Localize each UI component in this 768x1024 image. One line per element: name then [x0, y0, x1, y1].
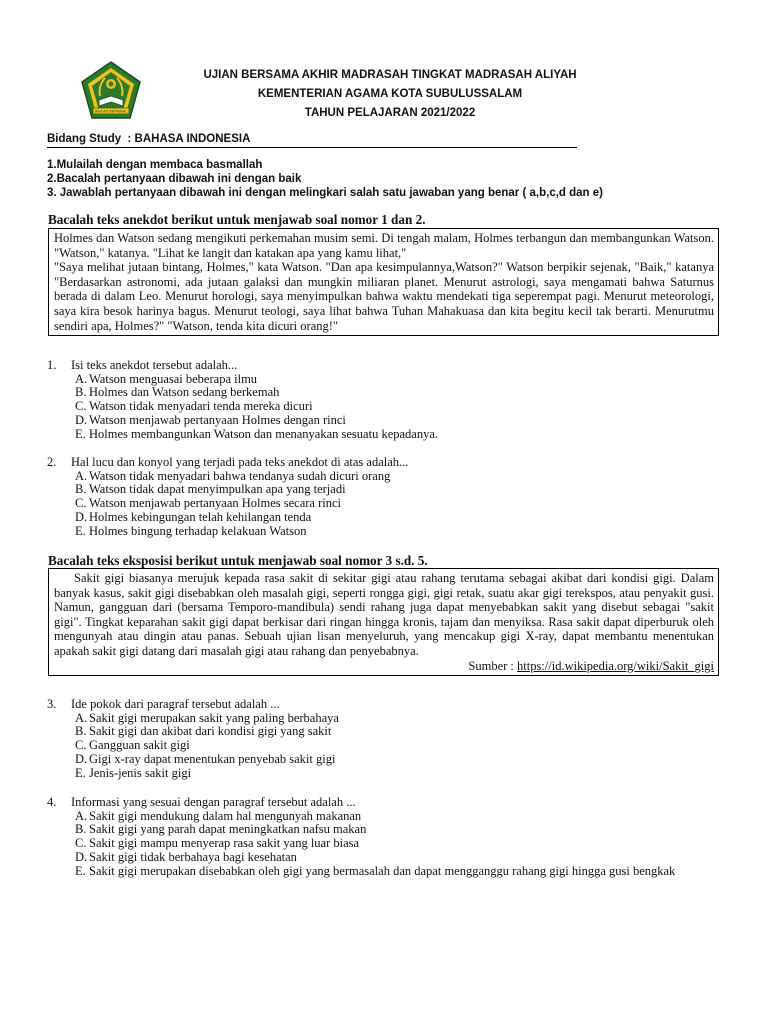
option-e[interactable]: E. Holmes membangunkan Watson dan menanyakan sesuatu kepadanya.: [75, 426, 439, 441]
kementerian-agama-logo: [78, 60, 144, 122]
source-link[interactable]: https://id.wikipedia.org/wiki/Sakit_gigi: [517, 658, 714, 673]
question-2: [47, 456, 727, 538]
instruction-item: 1.Mulailah dengan membaca basmallah: [47, 159, 263, 171]
section-2-title: Bacalah teks eksposisi berikut untuk menjawab soal nomor 3 s.d. 5.: [48, 553, 428, 568]
option-a[interactable]: A. Watson tidak menyadari bahwa tendanya sudah dicuri orang: [75, 468, 391, 483]
option-d[interactable]: D. Gigi x-ray dapat menentukan penyebab sakit gigi: [75, 751, 336, 766]
question-number: 1.: [47, 358, 57, 372]
instructions: [47, 158, 603, 200]
question-stem: Ide pokok dari paragraf tersebut adalah ...: [71, 697, 280, 711]
document-header: [150, 66, 630, 123]
option-e[interactable]: E. Jenis-jenis sakit gigi: [75, 765, 192, 780]
option-d[interactable]: D. Holmes kebingungan telah kehilangan tenda: [75, 509, 312, 524]
question-stem: Hal lucu dan konyol yang terjadi pada teks anekdot di atas adalah...: [71, 455, 409, 469]
option-c[interactable]: C. Watson menjawab pertanyaan Holmes secara rinci: [75, 496, 342, 511]
option-a[interactable]: A. Watson menguasai beberapa ilmu: [75, 371, 258, 386]
question-number: 3.: [47, 697, 57, 711]
passage-source: [54, 659, 714, 674]
option-a[interactable]: A. Sakit gigi merupakan sakit yang paling berbahaya: [75, 710, 339, 725]
option-list: [47, 470, 727, 539]
instruction-item: 2.Bacalah pertanyaan dibawah ini dengan baik: [47, 173, 302, 185]
option-e[interactable]: E. Holmes bingung terhadap kelakuan Watson: [75, 523, 307, 538]
instruction-item: 3. Jawablah pertanyaan dibawah ini dengan melingkari salah satu jawaban yang benar ( a,b,c,d dan e): [47, 187, 603, 199]
option-b[interactable]: B. Sakit gigi dan akibat dari kondisi gigi yang sakit: [75, 724, 332, 739]
option-d[interactable]: D. Sakit gigi tidak berbahaya bagi kesehatan: [75, 849, 297, 864]
svg-text:IKHLAS BERAMAL: IKHLAS BERAMAL: [94, 109, 128, 114]
option-b[interactable]: B. Holmes dan Watson sedang berkemah: [75, 385, 280, 400]
option-c[interactable]: C. Sakit gigi mampu menyerap rasa sakit yang luar biasa: [75, 836, 360, 851]
section-1-title: Bacalah teks anekdot berikut untuk menjawab soal nomor 1 dan 2.: [48, 212, 426, 227]
question-4: [47, 796, 727, 878]
subject-label: Bidang Study : BAHASA INDONESIA: [47, 133, 251, 145]
passage-paragraph: Sakit gigi biasanya merujuk kepada rasa sakit di sekitar gigi atau rahang terutama sebagai akibat dari kondisi gigi. Dalam banyak kasus, sakit gigi disebabkan oleh masalah gigi, seperti rongga gigi, gigi retak, suatu akar gigi terekspos, atau penyakit gusi. Namun, gangguan dari (bersama Temporo-mandibula) sendi rahang juga dapat menyebabkan sakit yang disebut sebagai "sakit gigi". Tingkat keparahan sakit gigi dapat berkisar dari ringan hingga kronis, tajam dan menyiksa. Rasa sakit dapat diperburuk oleh mengunyah atau dingin atau panas. Sebuah ujian lisan menyeluruh, yang mencakup gigi X-ray, dapat membantu menentukan apakah sakit gigi datang dari masalah gigi atau rahang dan penyebabnya.: [54, 571, 714, 658]
option-list: [47, 810, 727, 879]
option-c[interactable]: C. Watson tidak menyadari tenda mereka dicuri: [75, 399, 313, 414]
subject-line: [47, 133, 577, 148]
source-label: Sumber :: [468, 658, 517, 673]
option-list: [47, 712, 727, 781]
question-number: 2.: [47, 455, 57, 469]
question-stem: Isi teks anekdot tersebut adalah...: [71, 358, 238, 372]
option-d[interactable]: D. Watson menjawab pertanyaan Holmes dengan rinci: [75, 412, 346, 427]
option-list: [47, 373, 727, 442]
passage-paragraph: Holmes dan Watson sedang mengikuti perkemahan musim semi. Di tengah malam, Holmes terbangun dan membangunkan Watson. "Watson," katanya. "Lihat ke langit dan katakan apa yang kamu lihat,": [54, 231, 714, 260]
question-3: [47, 698, 727, 780]
option-b[interactable]: B. Sakit gigi yang parah dapat meningkatkan nafsu makan: [75, 822, 367, 837]
option-b[interactable]: B. Watson tidak dapat menyimpulkan apa yang terjadi: [75, 482, 346, 497]
question-number: 4.: [47, 795, 57, 809]
anecdote-passage: [48, 228, 719, 336]
question-stem: Informasi yang sesuai dengan paragraf tersebut adalah ...: [71, 795, 356, 809]
option-e[interactable]: E. Sakit gigi merupakan disebabkan oleh gigi yang bermasalah dan dapat mengganggu rahang gigi hingga gusi bengkak: [75, 863, 676, 878]
question-1: [47, 359, 727, 441]
header-line-3: TAHUN PELAJARAN 2021/2022: [304, 107, 476, 119]
header-line-1: UJIAN BERSAMA AKHIR MADRASAH TINGKAT MADRASAH ALIYAH: [203, 69, 577, 81]
exposition-passage: [48, 568, 719, 676]
passage-paragraph: "Saya melihat jutaan bintang, Holmes," kata Watson. "Dan apa kesimpulannya,Watson?" Watson berpikir sejenak, "Baik," katanya "Berdasarkan astronomi, ada jutaan galaksi dan mungkin miliaran planet. Menurut astrologi, saya mengamati bahwa Saturnus berada di dalam Leo. Menurut horologi, saya menyimpulkan bahwa waktu mendekati tiga seperempat pagi. Menurut meteorologi, saya kira besok harinya bagus. Menurut teologi, saya lihat bahwa Tuhan Mahakuasa dan kita begitu kecil tak berarti. Menurutmu sendiri apa, Holmes?" "Watson, tenda kita dicuri orang!": [54, 260, 714, 333]
option-c[interactable]: C. Gangguan sakit gigi: [75, 738, 190, 753]
option-a[interactable]: A. Sakit gigi mendukung dalam hal mengunyah makanan: [75, 808, 362, 823]
header-line-2: KEMENTERIAN AGAMA KOTA SUBULUSSALAM: [257, 88, 523, 100]
